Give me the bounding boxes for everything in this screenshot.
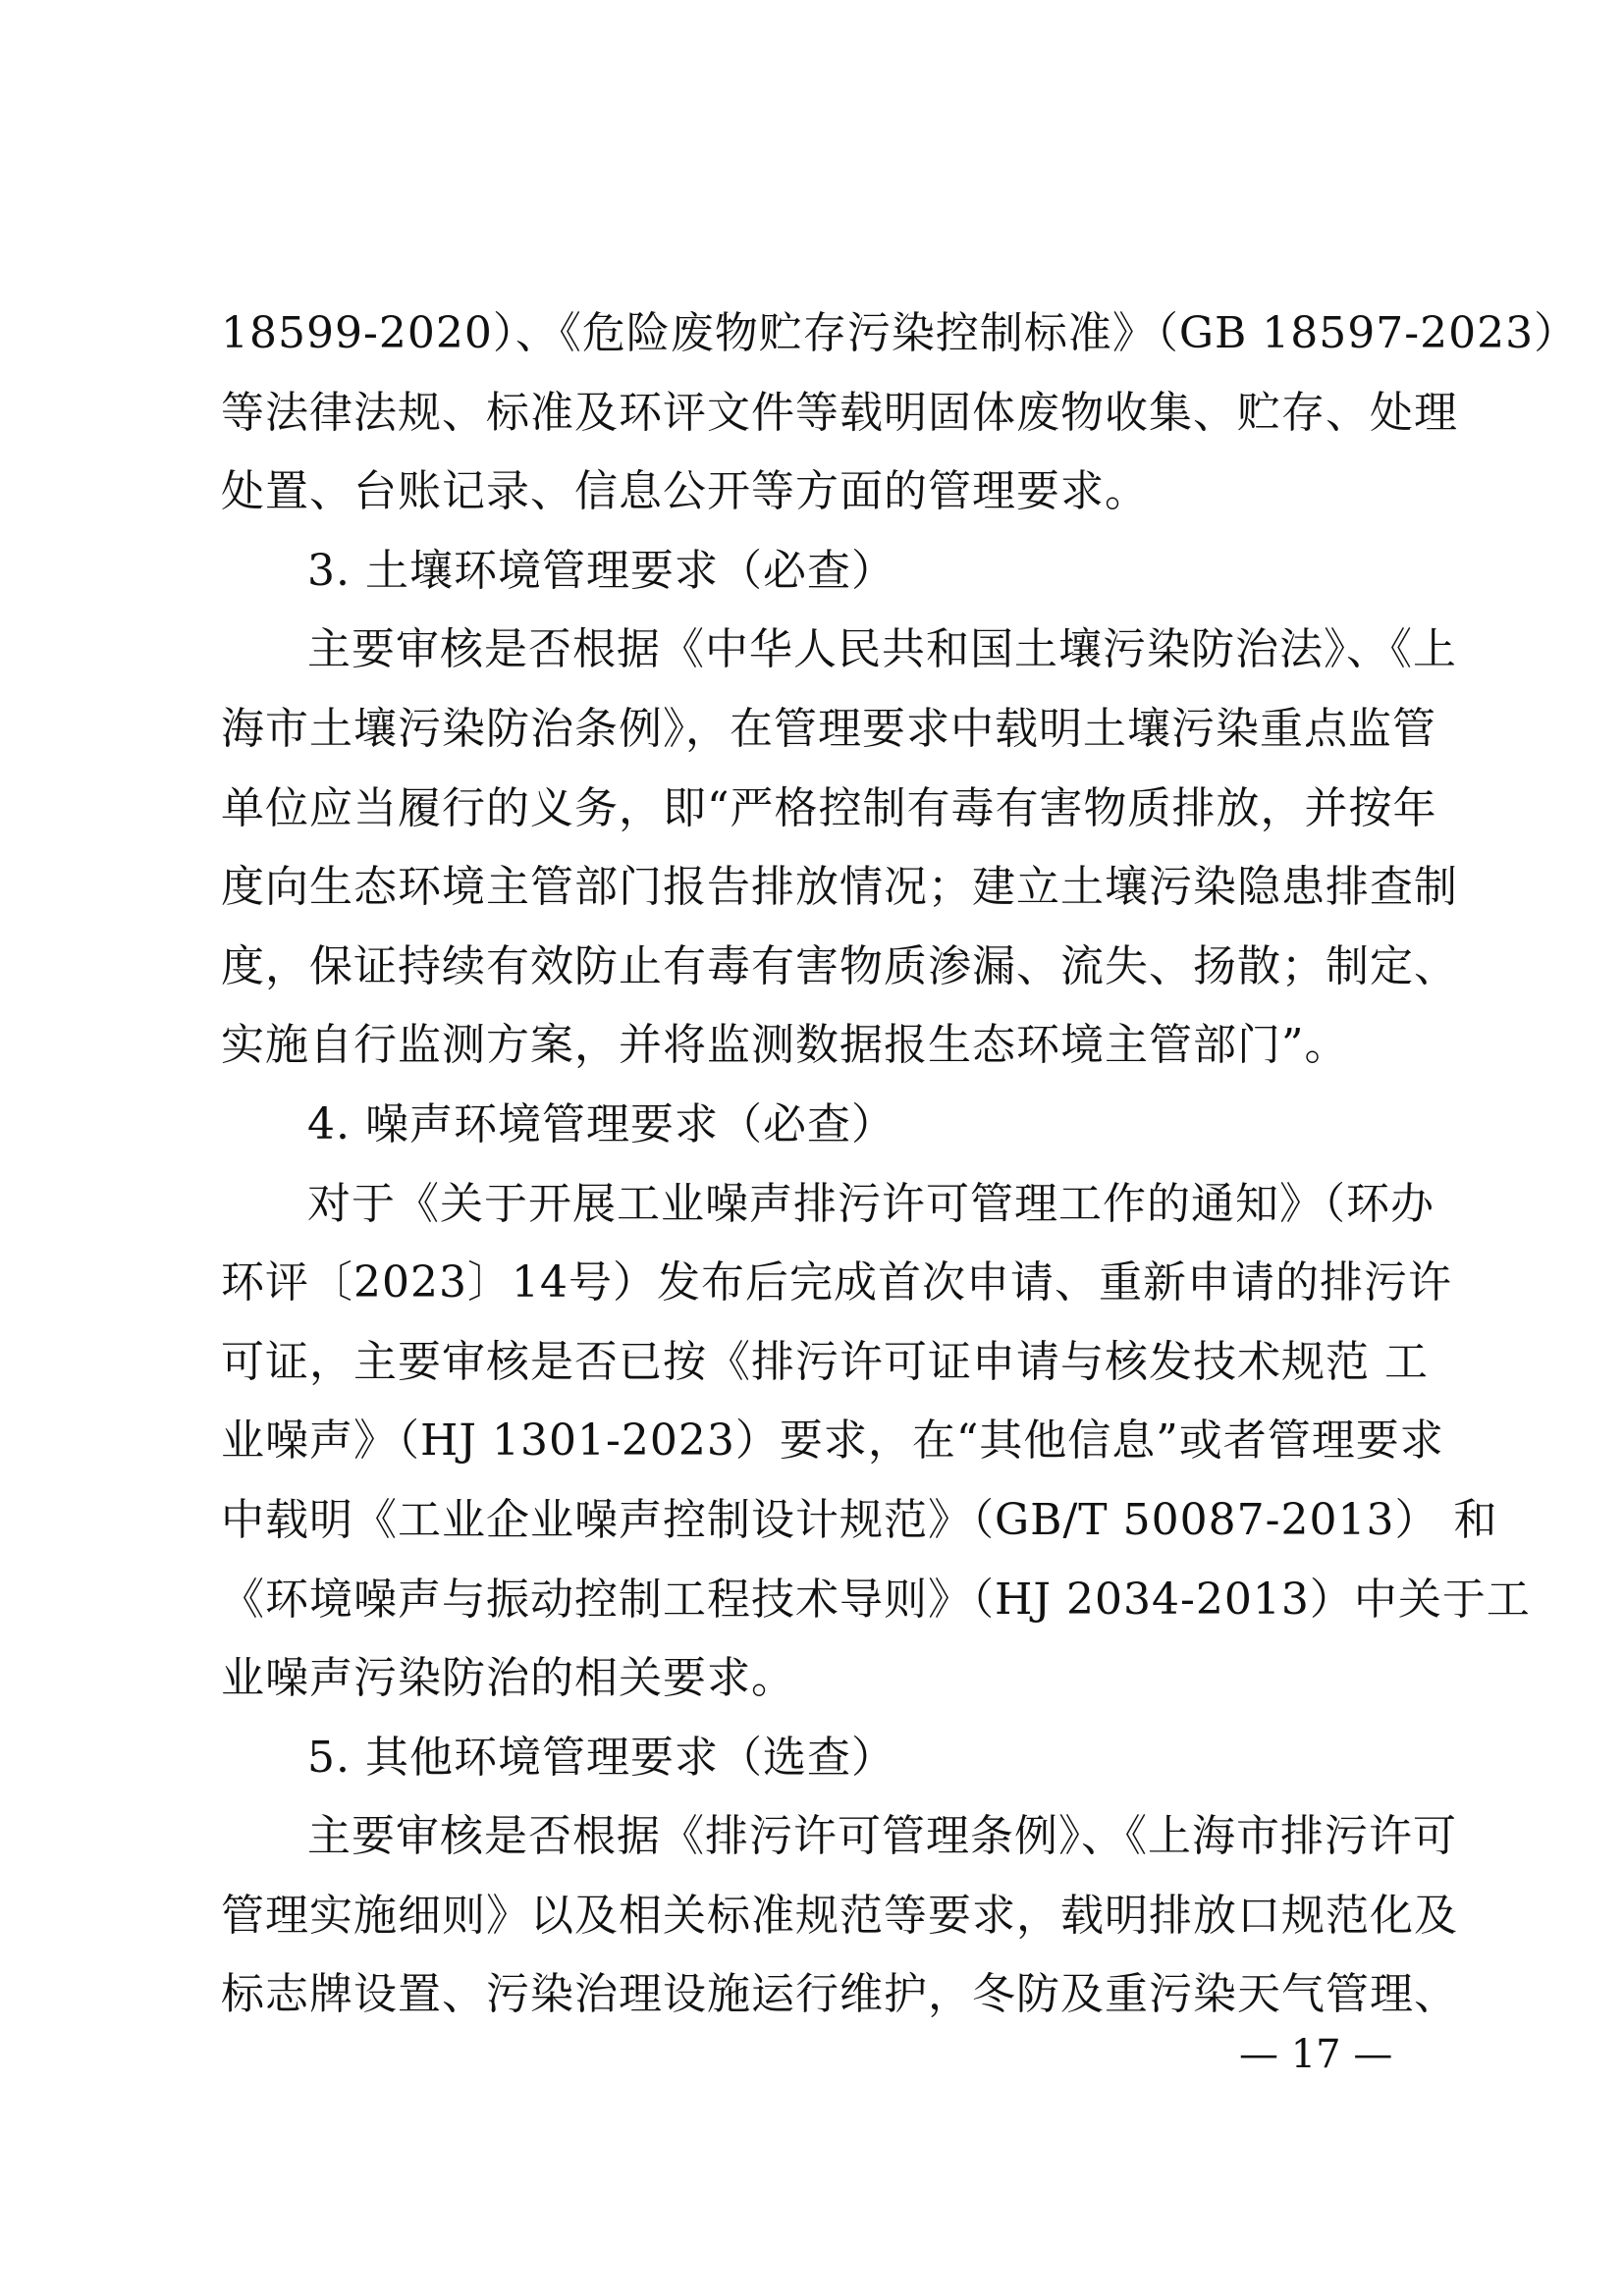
text-line: 管理实施细则》以及相关标准规范等要求，载明排放口规范化及 bbox=[221, 1890, 1458, 1941]
text-line: 处置、台账记录、信息公开等方面的管理要求。 bbox=[221, 466, 1149, 517]
text-line: 业噪声》（HJ 1301-2023）要求，在“其他信息”或者管理要求 bbox=[221, 1415, 1444, 1467]
text-line: 业噪声污染防治的相关要求。 bbox=[221, 1653, 795, 1704]
text-line: 主要审核是否根据《中华人民共和国土壤污染防治法》、《上 bbox=[307, 624, 1457, 675]
text-line: 主要审核是否根据《排污许可管理条例》、《上海市排污许可 bbox=[307, 1811, 1457, 1862]
body-text bbox=[221, 294, 1579, 2035]
section-heading-soil: 3. 土壤环境管理要求（必查） bbox=[307, 545, 895, 596]
text-line: 实施自行监测方案，并将监测数据报生态环境主管部门”。 bbox=[221, 1020, 1349, 1071]
text-line: 海市土壤污染防治条例》，在管理要求中载明土壤污染重点监管 bbox=[221, 703, 1436, 754]
text-line: 度向生态环境主管部门报告排放情况；建立土壤污染隐患排查制 bbox=[221, 862, 1458, 913]
section-heading-noise: 4. 噪声环境管理要求（必查） bbox=[307, 1098, 895, 1149]
text-line: 环评〔2023〕14号）发布后完成首次申请、重新申请的排污许 bbox=[221, 1257, 1452, 1308]
text-line: 《环境噪声与振动控制工程技术导则》（HJ 2034-2013）中关于工 bbox=[221, 1574, 1531, 1625]
text-line: 度，保证持续有效防止有毒有害物质渗漏、流失、扬散；制定、 bbox=[221, 940, 1458, 991]
text-line: 中载明《工业企业噪声控制设计规范》（GB/T 50087-2013） 和 bbox=[221, 1494, 1498, 1545]
text-line: 单位应当履行的义务，即“严格控制有毒有害物质排放，并按年 bbox=[221, 782, 1437, 833]
text-line: 标志牌设置、污染治理设施运行维护，冬防及重污染天气管理、 bbox=[221, 1969, 1458, 2020]
section-heading-other: 5. 其他环境管理要求（选查） bbox=[307, 1732, 895, 1783]
text-line: 可证，主要审核是否已按《排污许可证申请与核发技术规范 工 bbox=[221, 1336, 1429, 1387]
text-line: 等法律法规、标准及环评文件等载明固体废物收集、贮存、处理 bbox=[221, 387, 1458, 438]
page-number: — 17 — bbox=[1239, 2032, 1393, 2077]
text-line: 对于《关于开展工业噪声排污许可管理工作的通知》（环办 bbox=[307, 1178, 1435, 1229]
text-line: 18599-2020）、《危险废物贮存污染控制标准》（GB 18597-2023） bbox=[221, 308, 1579, 358]
